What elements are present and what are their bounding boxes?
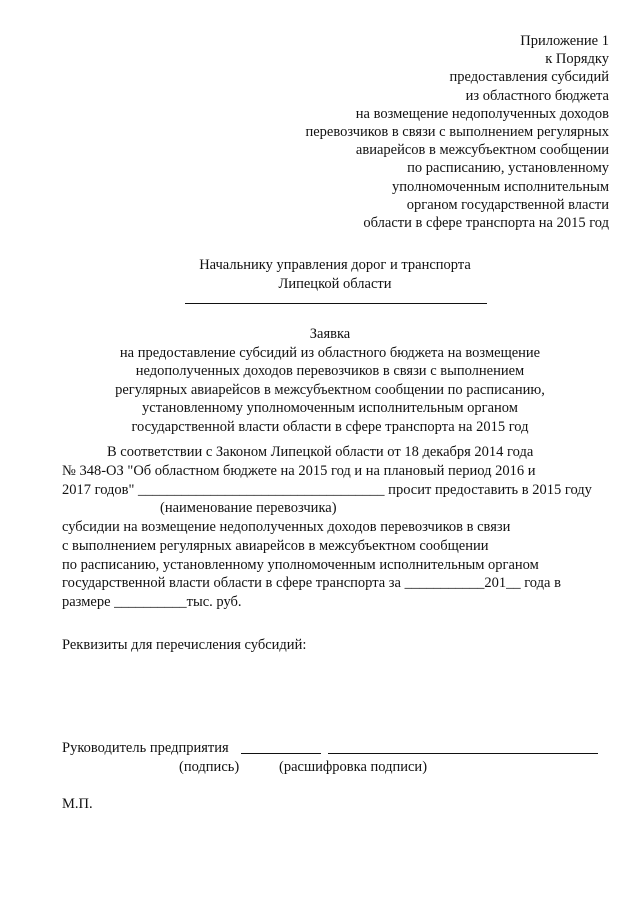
title-line: установленному уполномоченным исполнительным органом [142,400,518,417]
appendix-line: области в сфере транспорта на 2015 год [363,215,609,232]
requisites-label: Реквизиты для перечисления субсидий: [62,637,307,653]
appendix-line: из областного бюджета [465,87,609,104]
title-heading: Заявка [309,326,351,342]
signature-decode-line [328,753,598,754]
body-p2-line-1: субсидии на возмещение недополученных доходов перевозчиков в связи [62,519,511,535]
body-p2-line-5: размере __________тыс. руб. [62,594,242,610]
appendix-line: Приложение 1 [520,33,609,49]
signature-label: Руководитель предприятия [62,740,229,756]
title-line: на предоставление субсидий из областного бюджета на возмещение [119,344,541,361]
carrier-caption: (наименование перевозчика) [160,500,337,516]
appendix-line: предоставления субсидий [449,69,609,86]
appendix-line: органом государственной власти [406,196,609,213]
appendix-line: уполномоченным исполнительным [392,178,609,195]
appendix-block [305,32,609,232]
appendix-line: на возмещение недополученных доходов [355,105,609,122]
addressee-line-2: Липецкой области [278,276,392,292]
appendix-line: авиарейсов в межсубъектном сообщении [355,142,609,159]
title-line: недополученных доходов перевозчиков в связи с выполнением [135,363,525,380]
addressee-block [180,256,490,294]
title-block [60,325,600,437]
signature-line [241,753,321,754]
stamp-label: М.П. [62,796,93,812]
body-p2-line-2: с выполнением регулярных авиарейсов в межсубъектном сообщении [62,538,489,554]
appendix-line: перевозчиков в связи с выполнением регулярных [305,124,609,141]
appendix-line: к Порядку [545,51,609,68]
title-line: регулярных авиарейсов в межсубъектном сообщении по расписанию, [115,381,545,398]
body-p1-line-3: 2017 годов" __________________________________ просит предоставить в 2015 году [62,482,592,498]
addressee-line-1: Начальнику управления дорог и транспорта [199,257,471,273]
signature-decode-caption: (расшифровка подписи) [279,759,428,775]
body-p2-line-3: по расписанию, установленному уполномоченным исполнительным органом [62,557,539,573]
body-p2-line-4: государственной власти области в сфере транспорта за ___________201__ года в [62,575,561,591]
title-line: государственной власти области в сфере транспорта на 2015 год [131,418,529,435]
body-p1-line-1: В соответствии с Законом Липецкой области от 18 декабря 2014 года [107,444,534,460]
body-p1-line-2: № 348-ОЗ "Об областном бюджете на 2015 год и на плановый период 2016 и [62,463,536,479]
addressee-underline [185,303,487,304]
signature-caption: (подпись) [179,759,240,775]
appendix-line: по расписанию, установленному [407,160,609,177]
